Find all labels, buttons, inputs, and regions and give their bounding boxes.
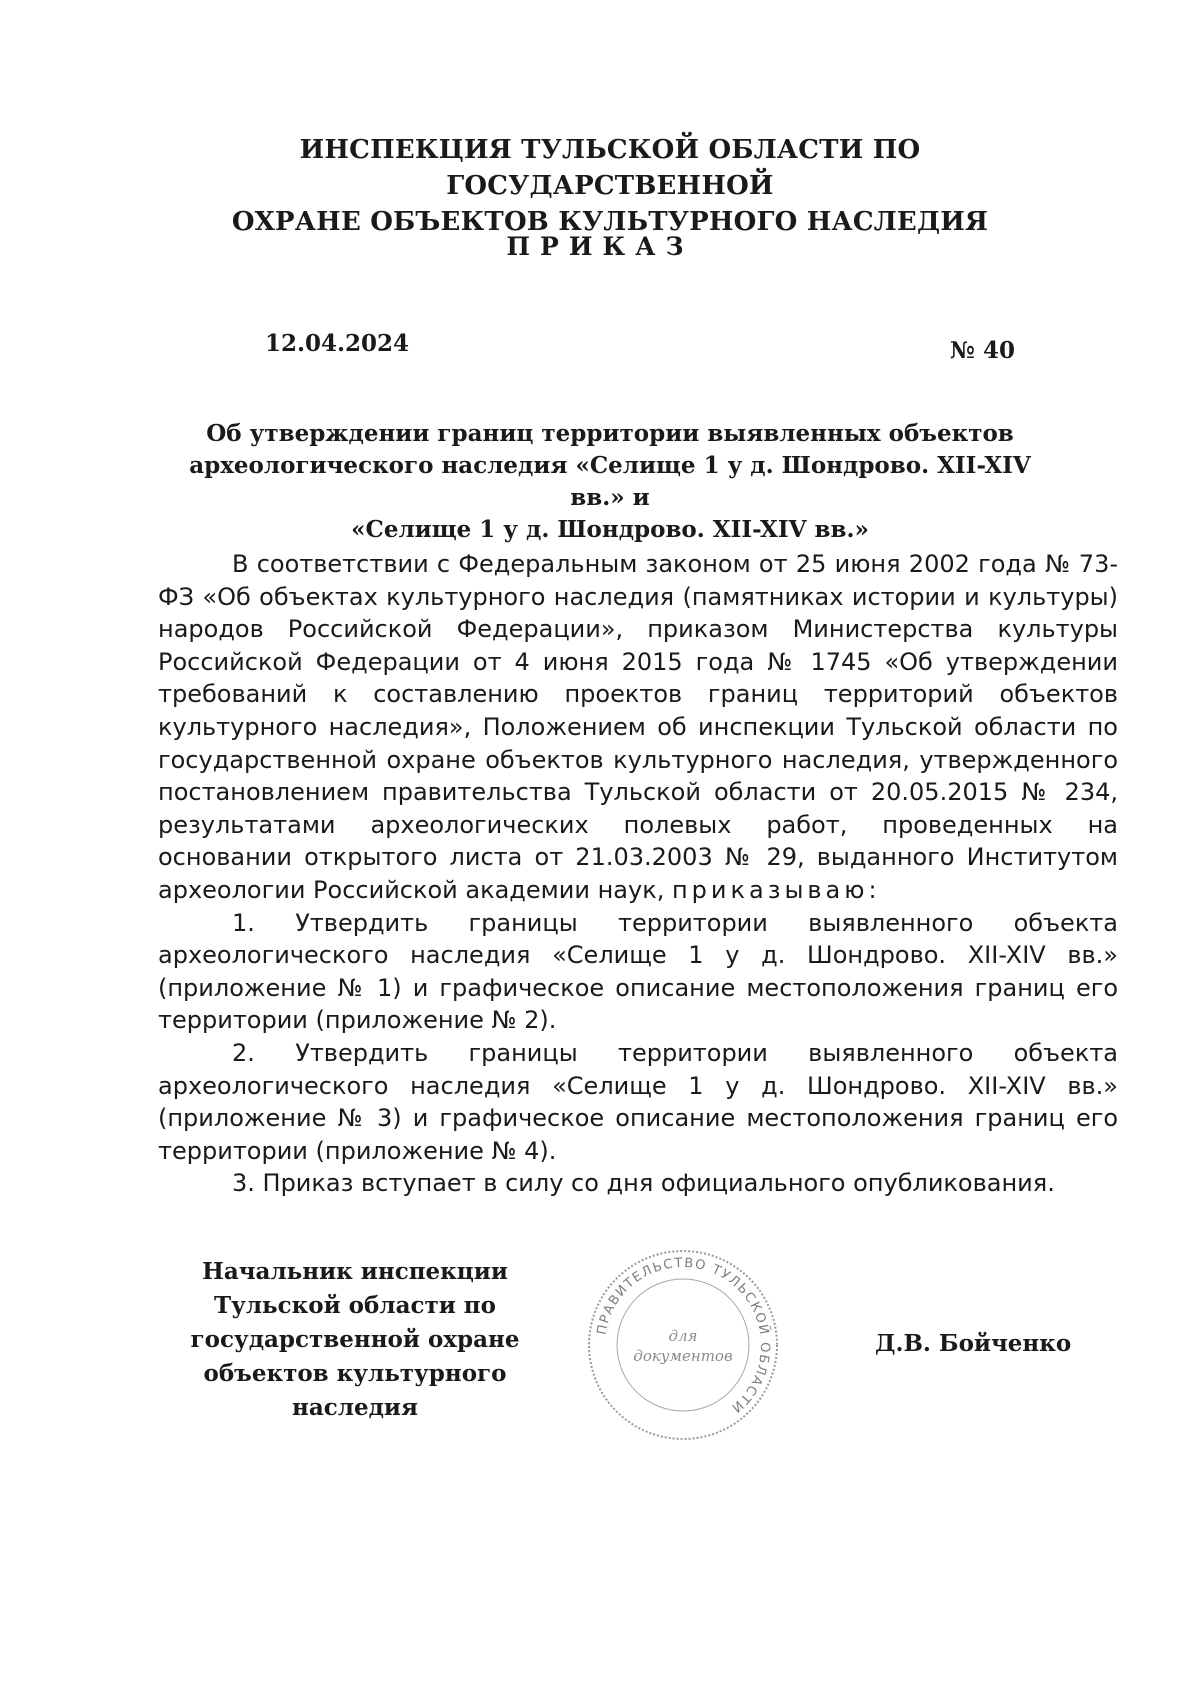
organization-line-1: ИНСПЕКЦИЯ ТУЛЬСКОЙ ОБЛАСТИ ПО ГОСУДАРСТВЕННОЙ [299,135,921,201]
preamble-paragraph [158,548,1118,907]
stamp-center-line-2: документов [633,1347,733,1365]
document-type: ПРИКАЗ [506,232,694,261]
order-word: приказываю: [671,875,881,904]
preamble-text: В соответствии с Федеральным законом от 25 июня 2002 года № 73-ФЗ «Об объектах культурного наследия (памятниках истории и культуры) народов Российской Федерации», приказом Министерства культуры Российской Федерации от 4 июня 2015 года № 1745 «Об утверждении требований к составлению проектов границ территорий объектов культурного наследия», Положением об инспекции Тульской области по государственной охране объектов культурного наследия, утвержденного постановлением правительства Тульской области от 20.05.2015 № 234, результатами археологических полевых работ, проведенных на основании открытого листа от 21.03.2003 № 29, выданного Институтом археологии Российской академии наук, [158,550,1118,904]
stamp-center-line-1: для [668,1327,698,1345]
signatory-title-line-2: Тульской области по [214,1292,496,1319]
subject-line-3: «Селище 1 у д. Шондрово. XII-XIV вв.» [351,516,869,543]
official-seal-stamp [583,1245,783,1445]
document-date: 12.04.2024 [265,330,410,357]
signatory-title-line-4: объектов культурного [203,1360,507,1387]
order-item-2: 2. Утвердить границы территории выявленного объекта археологического наследия «Селище 1 у д. Шондрово. XII-XIV вв.» (приложение № 3) и графическое описание местоположения границ его территории (приложение № 4). [158,1038,1118,1165]
signatory-title [175,1255,535,1425]
stamp-outer-text: ПРАВИТЕЛЬСТВО ТУЛЬСКОЙ ОБЛАСТИ [594,1255,773,1416]
signatory-title-line-5: наследия [292,1394,418,1421]
document-body [158,548,1118,1200]
organization-line-2: ОХРАНЕ ОБЪЕКТОВ КУЛЬТУРНОГО НАСЛЕДИЯ [231,207,989,237]
signatory-name: Д.В. Бойченко [875,1330,1072,1357]
signatory-title-line-1: Начальник инспекции [202,1258,508,1285]
subject-line-2: археологического наследия «Селище 1 у д. Шондрово. XII-XIV вв.» и [189,452,1031,511]
subject-line-1: Об утверждении границ территории выявленных объектов [206,420,1014,447]
order-item-3: 3. Приказ вступает в силу со дня официального опубликования. [232,1169,1055,1198]
stamp-inner-ring [617,1279,749,1411]
organization-name [150,132,1070,240]
document-subject [170,418,1050,546]
order-item-1: 1. Утвердить границы территории выявленного объекта археологического наследия «Селище 1 у д. Шондрово. XII-XIV вв.» (приложение № 1) и графическое описание местоположения границ его территории (приложение № 2). [158,908,1118,1035]
document-number: № 40 [950,337,1016,364]
signatory-title-line-3: государственной охране [190,1326,520,1353]
